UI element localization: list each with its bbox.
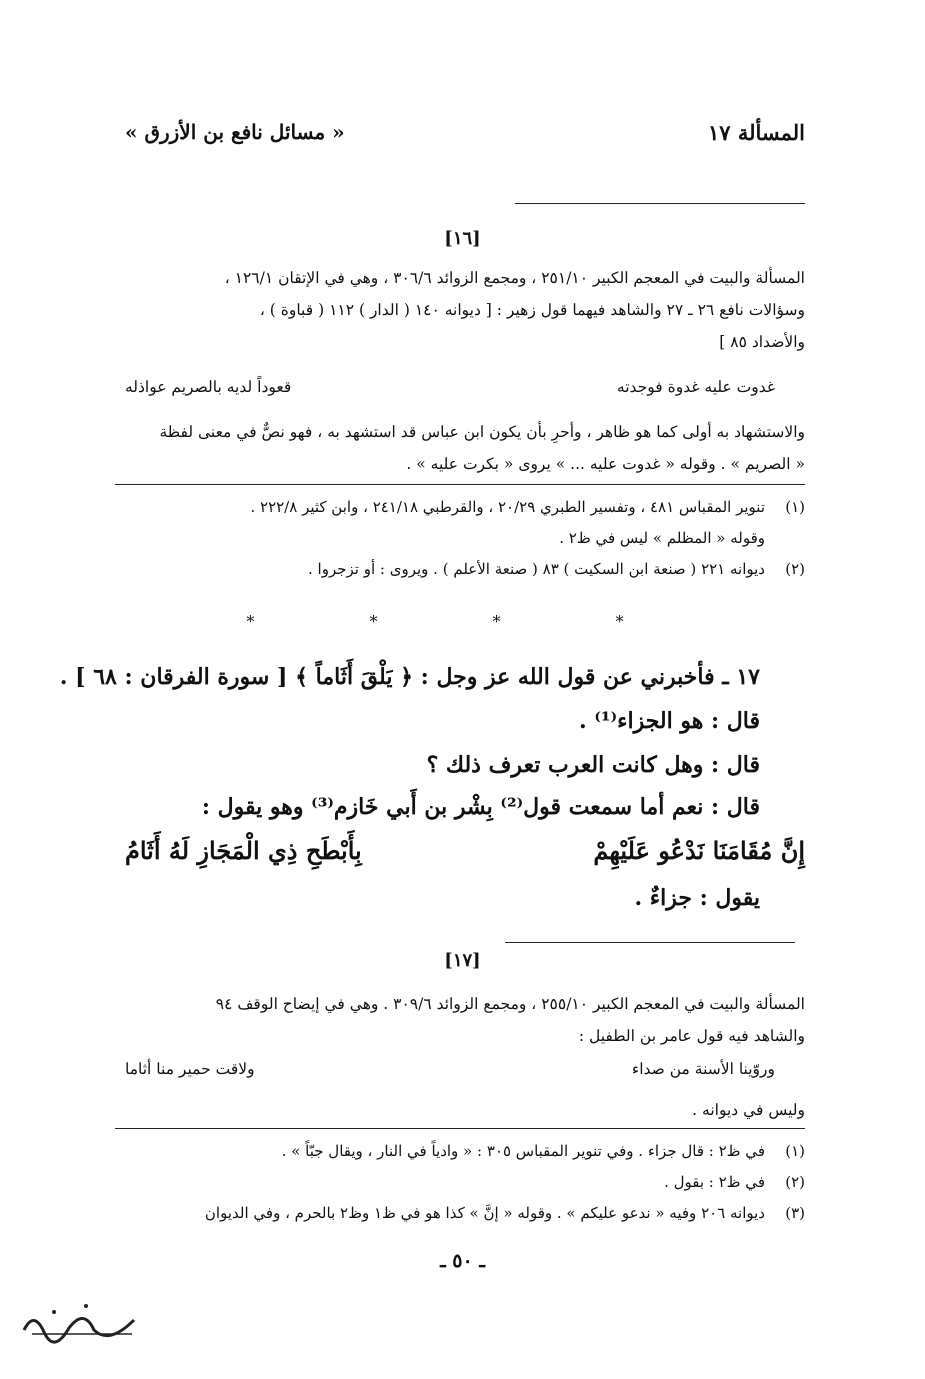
section-heading: المسألة ١٧: [707, 120, 805, 145]
notes-rule: [115, 484, 805, 485]
footnote-list-top: [115, 492, 805, 585]
answer-line: قال : هو الجزاء⁽¹⁾ .: [579, 708, 760, 734]
verse-first-hemistich: وروّينا الأسنة من صداء: [631, 1060, 775, 1078]
footnote-text: تنوير المقباس ٤٨١ ، وتفسير الطبري ٢٠/٢٩ ، والقرطبي ٢٤١/١٨ ، وابن كثير ٢٢٢/٨ .: [250, 498, 765, 516]
note-line: والأضداد ٨٥ ]: [719, 333, 805, 351]
body-rule: [505, 942, 795, 943]
section-separator-stars: * * * *: [246, 612, 679, 631]
note-ref-17: [١٧]: [444, 950, 481, 971]
book-title: « مسائل نافع بن الأزرق »: [125, 120, 345, 144]
footnote-number: (١): [785, 498, 805, 516]
verse-second-hemistich: ولاقت حمير منا أثاما: [125, 1060, 255, 1078]
footnote-number: (١): [785, 1142, 805, 1160]
closing-line: يقول : جزاءٌ .: [634, 885, 760, 911]
footnote: [115, 1136, 805, 1167]
footnote: [115, 492, 805, 523]
header-rule: [515, 203, 805, 204]
footnote: [115, 1167, 805, 1198]
footnote-number: (٣): [785, 1204, 805, 1222]
footnote: [115, 554, 805, 585]
note-ref-16: [١٦]: [444, 228, 481, 249]
note-line: « الصريم » . وقوله « غدوت عليه ... » يروى « بكرت عليه » .: [406, 455, 805, 473]
note-para-16: [115, 262, 805, 358]
question-17: ١٧ ـ فأخبرني عن قول الله عز وجل : ﴿ يَلْقَ أَثَاماً ﴾ [ سورة الفرقان : ٦٨ ] .: [59, 664, 760, 690]
note-para-17: [115, 988, 805, 1052]
verse-first-hemistich: غدوت عليه غدوة فوجدته: [616, 378, 775, 396]
watermark-logo: [14, 1290, 144, 1360]
note-line: المسألة والبيت في المعجم الكبير ٢٥١/١٠ ، ومجمع الزوائد ٣٠٦/٦ ، وهي في الإتقان ١٢٦/١ ،: [224, 269, 805, 287]
watermark-calligraphy: [14, 1290, 144, 1360]
note-after-16: [115, 416, 805, 480]
footnote-number: (٢): [785, 560, 805, 578]
verse-first-hemistich: إِنَّ مُقَامَنَا نَدْعُو عَلَيْهِمْ: [593, 836, 805, 865]
footnote-list-bottom: [115, 1136, 805, 1229]
note-line: المسألة والبيت في المعجم الكبير ٢٥٥/١٠ ، ومجمع الزوائد ٣٠٩/٦ . وهي في إيضاح الوقف ٩٤: [215, 995, 805, 1013]
page-number: ـ ٥٠ ـ: [440, 1250, 485, 1272]
answer-line: قال : نعم أما سمعت قول⁽²⁾ بِشْر بن أَبي خَازم⁽³⁾ وهو يقول :: [201, 794, 760, 820]
footnote-text: وقوله « المظلم » ليس في ظ٢ .: [559, 529, 765, 547]
note-line: وليس في ديوانه .: [692, 1101, 805, 1119]
verse-second-hemistich: بِأَبْطَحِ ذِي الْمَجَازِ لَهُ أَثَامُ: [125, 836, 362, 865]
note-line: والاستشهاد به أولى كما هو ظاهر ، وأحرِ بأن يكون ابن عباس قد استشهد به ، فهو نصٌّ في معنى لفظة: [159, 423, 805, 441]
verse-second-hemistich: قعوداً لديه بالصريم عواذله: [125, 378, 292, 396]
notes-rule: [115, 1128, 805, 1129]
footnote: [115, 1198, 805, 1229]
footnote-number: (٢): [785, 1173, 805, 1191]
footnote-text: في ظ٢ : قال جزاء . وفي تنوير المقباس ٣٠٥ : « وادياً في النار ، ويقال جبّاً » .: [281, 1142, 765, 1160]
footnote-cont: [115, 523, 805, 554]
note-after-17: [115, 1094, 805, 1126]
footnote-text: في ظ٢ : بقول .: [664, 1173, 765, 1191]
note-line: وسؤالات نافع ٢٦ ـ ٢٧ والشاهد فيهما قول زهير : [ ديوانه ١٤٠ ( الدار ) ١١٢ ( قباوة ) ،: [259, 301, 805, 319]
footnote-text: ديوانه ٢٢١ ( صنعة ابن السكيت ) ٨٣ ( صنعة الأعلم ) . ويروى : أو تزجروا .: [308, 560, 765, 578]
question-line: قال : وهل كانت العرب تعرف ذلك ؟: [426, 752, 760, 778]
footnote-text: ديوانه ٢٠٦ وفيه « ندعو عليكم » . وقوله « إنَّ » كذا هو في ظ١ وظ٢ بالحرم ، وفي الديوان: [204, 1204, 765, 1222]
note-line: والشاهد فيه قول عامر بن الطفيل :: [578, 1027, 805, 1045]
